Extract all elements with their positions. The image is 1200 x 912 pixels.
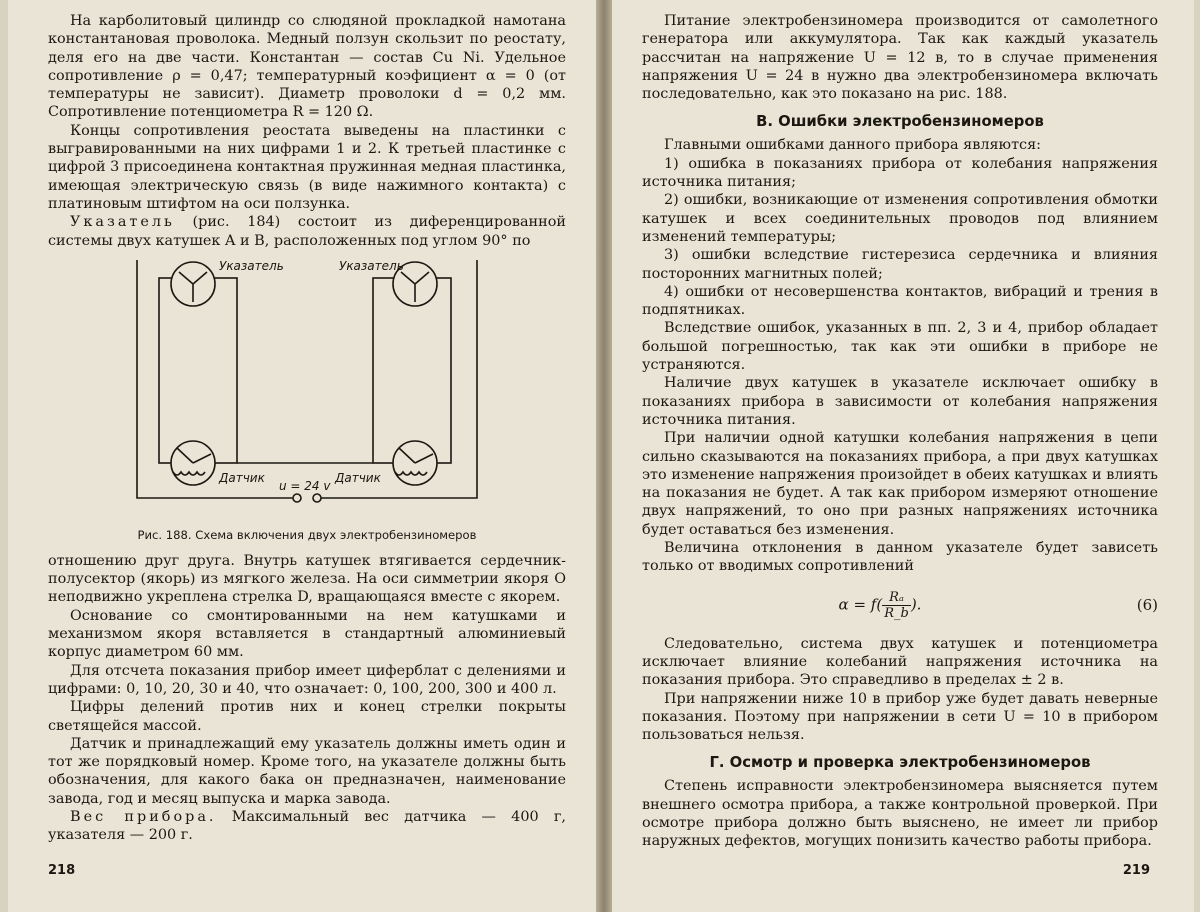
formula-denominator: R_b <box>884 605 909 621</box>
paragraph: Концы сопротивления реостата выведены на пластинки с выгравированными на них цифрами 1 и 2. К третьей пластинке с цифрой 3 присоединена контактная пружинная медная пластинка, имеющая электрическую связь (в виде нажимного контакта) с платиновым штифтом на оси ползунка. <box>48 122 566 212</box>
paragraph-text: (рис. 184) состоит из диференцированной системы двух катушек A и B, расположенных под углом 90° по <box>48 214 566 249</box>
spaced-term: Вес прибора. <box>70 809 217 826</box>
paragraph: Главными ошибками данного прибора являются: <box>664 137 1042 154</box>
label-indicator-left: Указатель <box>219 258 284 273</box>
page-number: 218 <box>48 863 76 878</box>
paragraph: При наличии одной катушки колебания напряжения в цепи сильно сказываются на показаниях прибора, а при двух катушках это изменение напряжения произойдет в обеих катушках и влиять на показания не будет. А так как прибором измеряют отношение двух напряжений, то оно при разных напряжениях источника будет оставаться без изменения. <box>642 430 1158 538</box>
formula-6 <box>642 590 1158 621</box>
formula-fraction <box>882 590 911 621</box>
label-sensor-left: Датчик <box>219 470 265 485</box>
figure-caption: Рис. 188. Схема включения двух электробензиномеров <box>137 527 477 542</box>
formula-expression: α = f( $\frac{\text{Rₐ}}{R\_b}$ ). <box>838 589 922 621</box>
paragraph: Датчик и принадлежащий ему указатель должны иметь один и тот же порядковый номер. Кроме того, на указателе должны быть обозначения, для какого бака он предназначен, наименование завода, год и месяц выпуска и марка завода. <box>48 735 566 807</box>
left-page <box>8 0 596 912</box>
paragraph: Степень исправности электробензиномера выясняется путем внешнего осмотра прибора, а также контрольной проверкой. При осмотре прибора должно быть выяснено, не имеет ли прибор наружных дефектов, могущих понизить качество работы прибора. <box>642 778 1158 850</box>
paragraph: отношению друг друга. Внутрь катушек втягивается сердечник-полусектор (якорь) из мягкого железа. На оси симметрии якоря O неподвижно укреплена стрелка D, вращающаяся вместе с якорем. <box>48 552 566 606</box>
list-item: 3) ошибки вследствие гистерезиса сердечника и влияния посторонних магнитных полей; <box>642 247 1158 282</box>
paragraph: Следовательно, система двух катушек и потенциометра исключает влияние колебаний напряжения источника на показания прибора. Это справедливо в пределах ± 2 в. <box>642 635 1158 689</box>
terminal-left <box>293 494 301 502</box>
paragraph-text: Максимальный вес датчика — 400 г, указателя — 200 г. <box>48 809 566 844</box>
list-item: 1) ошибка в показаниях прибора от колебания напряжения источника питания; <box>642 155 1158 191</box>
terminal-right <box>313 494 321 502</box>
right-page <box>612 0 1194 912</box>
paragraph <box>48 213 566 250</box>
formula-number: (6) <box>1136 596 1158 615</box>
formula-lhs: α = f <box>838 595 877 614</box>
paragraph: Основание со смонтированными на нем катушками и механизмом якоря вставляется в стандартный алюминиевый корпус диаметром 60 мм. <box>48 607 566 661</box>
label-sensor-right: Датчик <box>335 470 381 485</box>
list-item: 2) ошибки, возникающие от изменения сопротивления обмотки катушек и всех соединительных проводов под влиянием изменений температуры; <box>642 192 1158 245</box>
paragraph: Питание электробензиномера производится от самолетного генератора или аккумулятора. Так как каждый указатель рассчитан на напряжение U = 12 в, то в случае применения напряжения U = 24 в нужно два электробензиномера включать последовательно, как это показано на рис. 188. <box>642 13 1158 103</box>
book-gutter <box>596 0 612 912</box>
paragraph: На карболитовый цилиндр со слюдяной прокладкой намотана константановая проволока. Медный ползун скользит по реостату, деля его на две части. Константан — состав Cu Ni. Удельное сопротивление ρ = 0,47; температурный коэфициент α = 0 (от температуры не зависит). Диаметр проволоки d = 0,2 мм. Сопротивление потенциометра R = 120 Ω. <box>48 13 566 121</box>
page-number: 219 <box>1122 863 1150 878</box>
label-indicator-right: Указатель <box>339 258 404 273</box>
section-heading: Г. Осмотр и проверка электробензиномеров <box>709 754 1091 772</box>
figure-188 <box>48 258 566 542</box>
paragraph: Величина отклонения в данном указателе будет зависеть только от вводимых сопротивлений <box>642 540 1158 575</box>
circuit-diagram <box>127 258 487 526</box>
formula-numerator: Rₐ <box>882 590 911 606</box>
paragraph: Для отсчета показания прибор имеет циферблат с делениями и цифрами: 0, 10, 20, 30 и 40, что означает: 0, 100, 200, 300 и 400 л. <box>48 662 566 697</box>
spaced-term: Указатель <box>70 214 175 231</box>
list-item: 4) ошибки от несовершенства контактов, вибраций и трения в подпятниках. <box>642 283 1158 319</box>
section-heading: В. Ошибки электробензиномеров <box>756 113 1044 131</box>
paragraph: При напряжении ниже 10 в прибор уже будет давать неверные показания. Поэтому при напряжении в сети U = 10 в прибором пользоваться нельзя. <box>642 690 1158 744</box>
paragraph: Наличие двух катушек в указателе исключает ошибку в показаниях прибора в зависимости от колебания напряжения источника питания. <box>642 375 1158 428</box>
label-voltage: u = 24 v <box>279 478 331 493</box>
paragraph <box>48 808 566 845</box>
paragraph: Вследствие ошибок, указанных в пп. 2, 3 и 4, прибор обладает большой погрешностью, так как эти ошибки в приборе не устраняются. <box>642 320 1158 374</box>
paragraph: Цифры делений против них и конец стрелки покрыты светящейся массой. <box>48 699 566 734</box>
